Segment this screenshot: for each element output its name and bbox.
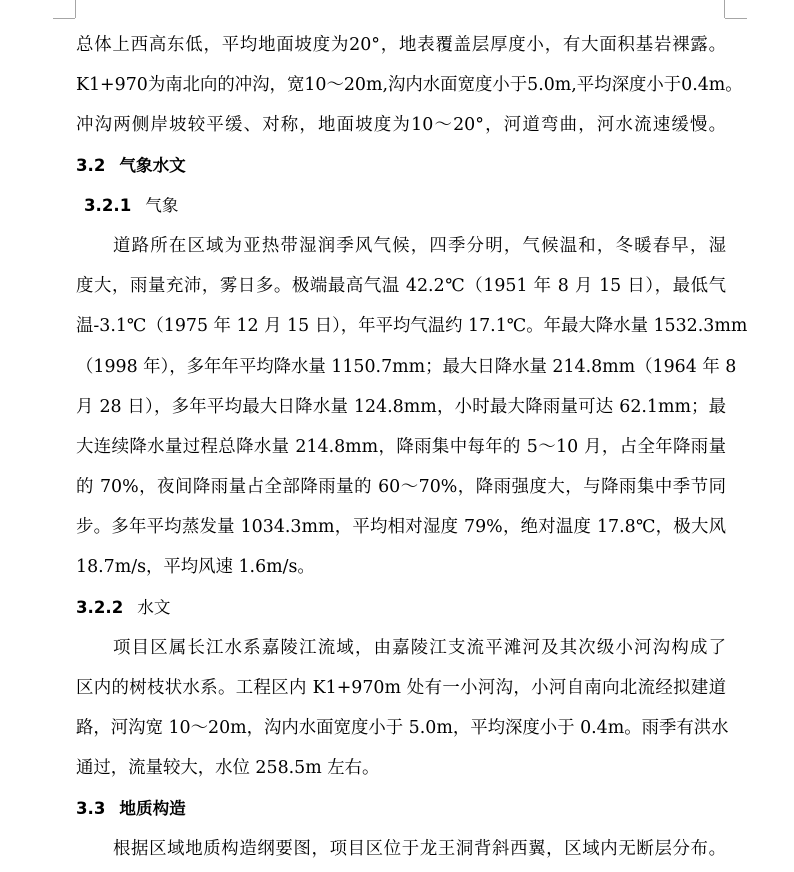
- section-title: 地质构造: [119, 798, 186, 818]
- text-line: 度大，雨量充沛，雾日多。极端最高气温 42.2℃（1951 年 8 月 15 日），最低气: [76, 276, 726, 297]
- section-title: 气象水文: [119, 155, 186, 175]
- hydrology-paragraph: [76, 628, 729, 789]
- text-line: 步。多年平均蒸发量 1034.3mm，平均相对湿度 79%，绝对温度 17.8℃，极大风: [76, 517, 726, 538]
- text-line: 温-3.1℃（1975 年 12 月 15 日），年平均气温约 17.1℃。年最大降水量 1532.3mm: [76, 316, 748, 337]
- section-number: 3.2: [76, 155, 106, 175]
- text-line: 根据区域地质构造纲要图，项目区位于龙王洞背斜西翼，区域内无断层分布。: [113, 838, 726, 859]
- text-line: 冲沟两侧岸坡较平缓、对称，地面坡度为10～20°，河道弯曲，河水流速缓慢。: [76, 115, 726, 136]
- document-body: [76, 25, 748, 869]
- climate-paragraph: [76, 226, 748, 588]
- text-line: 的 70%，夜间降雨量占全部降雨量的 60～70%，降雨强度大，与降雨集中季节同: [76, 477, 726, 498]
- margin-corner-mark-left: [75, 0, 76, 18]
- section-heading-3-2: [76, 146, 726, 186]
- section-title: 气象: [145, 195, 179, 215]
- text-line: （1998 年），多年年平均降水量 1150.7mm；最大日降水量 214.8mm（1964 年 8: [76, 356, 737, 377]
- section-heading-3-2-1: [76, 186, 726, 226]
- text-line: 道路所在区域为亚热带湿润季风气候，四季分明，气候温和，冬暖春早，湿: [113, 235, 726, 256]
- margin-corner-mark-right-horizontal: [725, 18, 747, 19]
- section-number: 3.2.2: [76, 597, 124, 617]
- section-heading-3-2-2: [76, 588, 726, 628]
- text-line: 区内的树枝状水系。工程区内 K1+970m 处有一小河沟，小河自南向北流经拟建道: [76, 678, 726, 698]
- geology-paragraph: [76, 829, 726, 869]
- text-line: 项目区属长江水系嘉陵江流域，由嘉陵江支流平滩河及其次级小河沟构成了: [113, 637, 726, 658]
- text-line: 大连续降水量过程总降水量 214.8mm，降雨集中每年的 5～10 月，占全年降雨量: [76, 436, 726, 457]
- section-title: 水文: [137, 597, 171, 617]
- text-line: 通过，流量较大，水位 258.5m 左右。: [76, 758, 380, 779]
- margin-corner-mark-left-horizontal: [53, 18, 75, 19]
- section-number: 3.2.1: [84, 195, 132, 215]
- text-line: 路，河沟宽 10～20m，沟内水面宽度小于 5.0m，平均深度小于 0.4m。雨季有洪水: [76, 718, 729, 739]
- text-line: 总体上西高东低，平均地面坡度为20°，地表覆盖层厚度小，有大面积基岩裸露。: [76, 35, 726, 55]
- text-line: K1+970为南北向的冲沟，宽10～20m,沟内水面宽度小于5.0m,平均深度小于0.4m。: [76, 75, 743, 96]
- intro-paragraph: [76, 25, 743, 146]
- text-line: 月 28 日），多年平均最大日降水量 124.8mm，小时最大降雨量可达 62.1mm；最: [76, 396, 726, 417]
- text-line: 18.7m/s，平均风速 1.6m/s。: [76, 557, 315, 578]
- margin-corner-mark-right: [724, 0, 725, 18]
- section-number: 3.3: [76, 798, 106, 818]
- section-heading-3-3: [76, 789, 726, 829]
